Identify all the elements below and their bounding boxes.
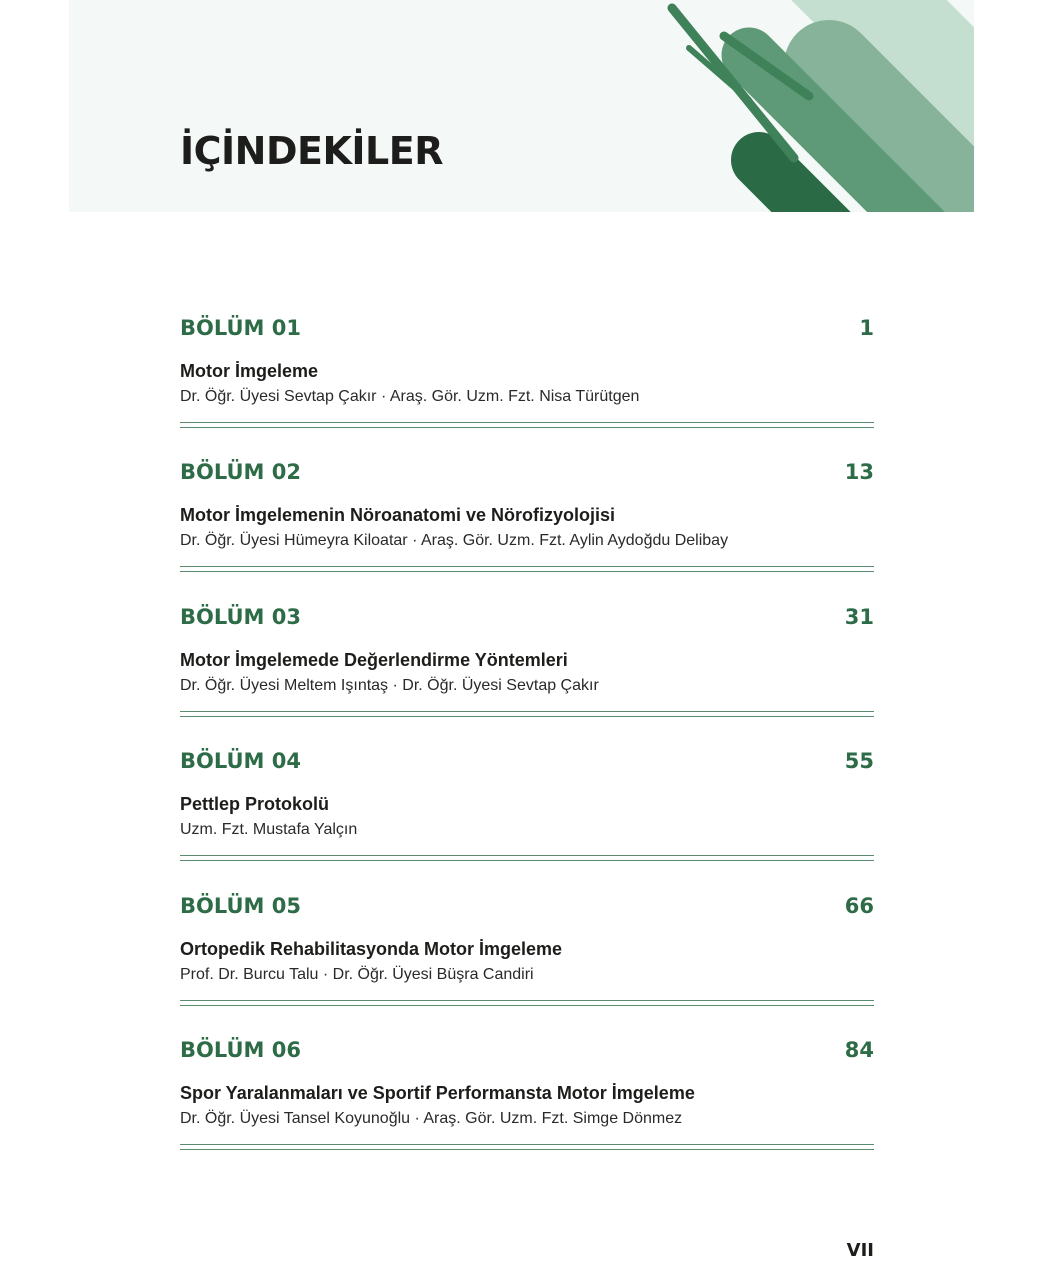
chapter-page-number: 1: [859, 316, 874, 340]
header-band: [69, 0, 974, 212]
table-of-contents: [180, 313, 874, 1179]
chapter-label: BÖLÜM 02: [180, 460, 301, 485]
double-rule-divider: [180, 1000, 874, 1006]
page-number-roman: VII: [846, 1240, 874, 1261]
double-rule-divider: [180, 422, 874, 428]
chapter-label: BÖLÜM 04: [180, 749, 301, 774]
chapter-title: Motor İmgeleme: [180, 361, 319, 381]
chapter-page-number: 13: [844, 460, 874, 485]
chapter-title: Spor Yaralanmaları ve Sportif Performansta Motor İmgeleme: [180, 1082, 695, 1103]
chapter-page-number: 84: [844, 1037, 874, 1062]
chapter-title: Ortopedik Rehabilitasyonda Motor İmgeleme: [180, 938, 563, 959]
chapter-title: Motor İmgelemede Değerlendirme Yöntemleri: [180, 649, 568, 670]
chapter-label: BÖLÜM 01: [180, 316, 301, 340]
chapter-authors: Dr. Öğr. Üyesi Hümeyra Kiloatar · Araş. Gör. Uzm. Fzt. Aylin Aydoğdu Delibay: [180, 532, 729, 550]
toc-entry-6[interactable]: [180, 1035, 874, 1179]
chapter-title: Pettlep Protokolü: [180, 794, 330, 815]
chapter-authors: Dr. Öğr. Üyesi Tansel Koyunoğlu · Araş. Gör. Uzm. Fzt. Simge Dönmez: [180, 1109, 683, 1127]
toc-entry-2[interactable]: [180, 457, 874, 601]
toc-entry-1[interactable]: [180, 313, 874, 457]
toc-entry-3[interactable]: [180, 602, 874, 746]
chapter-page-number: 66: [844, 893, 874, 918]
double-rule-divider: [180, 1144, 874, 1150]
chapter-page-number: 31: [844, 604, 874, 629]
double-rule-divider: [180, 711, 874, 717]
chapter-title: Motor İmgelemenin Nöroanatomi ve Nörofizyolojisi: [180, 505, 616, 526]
double-rule-divider: [180, 855, 874, 861]
diagonal-stripes-decoration: [69, 0, 974, 212]
chapter-authors: Uzm. Fzt. Mustafa Yalçın: [180, 821, 358, 839]
chapter-label: BÖLÜM 05: [180, 893, 301, 918]
page-title: İÇİNDEKİLER: [180, 129, 443, 173]
double-rule-divider: [180, 566, 874, 572]
chapter-label: BÖLÜM 06: [180, 1037, 301, 1062]
chapter-authors: Dr. Öğr. Üyesi Meltem Işıntaş · Dr. Öğr. Üyesi Sevtap Çakır: [180, 676, 599, 694]
chapter-label: BÖLÜM 03: [180, 604, 301, 629]
toc-entry-4[interactable]: [180, 746, 874, 890]
chapter-page-number: 55: [844, 749, 874, 774]
chapter-authors: Dr. Öğr. Üyesi Sevtap Çakır · Araş. Gör. Uzm. Fzt. Nisa Türütgen: [180, 388, 640, 405]
toc-entry-5[interactable]: [180, 891, 874, 1035]
chapter-authors: Prof. Dr. Burcu Talu · Dr. Öğr. Üyesi Büşra Candiri: [180, 965, 534, 983]
